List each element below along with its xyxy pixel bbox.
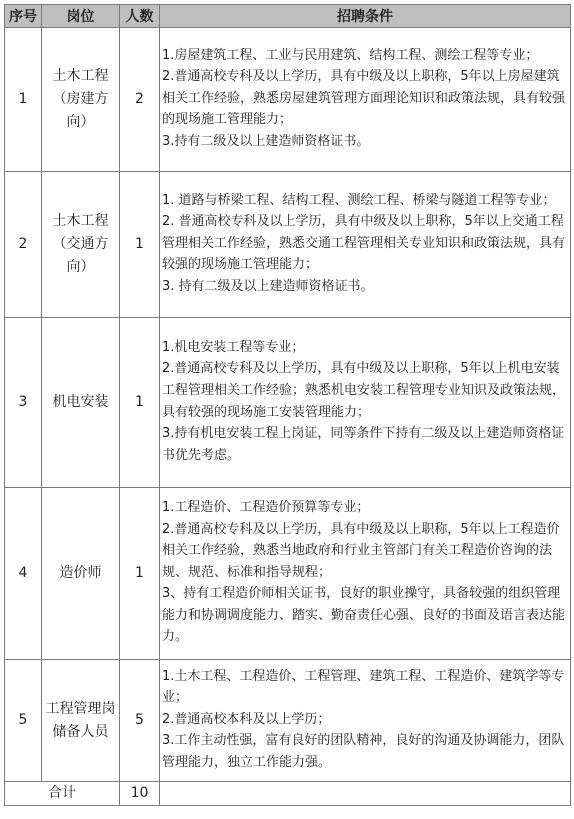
row-no: 4 [5, 488, 42, 660]
total-count: 10 [120, 782, 160, 806]
row-count: 1 [120, 318, 160, 488]
row-requirements [160, 318, 571, 488]
row-position: 土木工程（房建方向） [42, 28, 120, 172]
header-row [5, 5, 571, 28]
requirement-item: 2.普通高校专科及以上学历，具有中级及以上职称，5年以上机电安装工程管理相关工作经验；熟悉机电安装工程管理专业知识及政策法规，具有较强的现场施工安装管理能力； [162, 361, 566, 420]
row-position: 造价师 [42, 488, 120, 660]
row-requirements [160, 488, 571, 660]
header-count: 人数 [120, 5, 160, 28]
total-label: 合计 [5, 782, 120, 806]
row-no: 2 [5, 172, 42, 318]
row-position: 机电安装 [42, 318, 120, 488]
requirement-item: 2. 普通高校专科及以上学历，具有中级及以上职称，5年以上交通工程管理相关工作经验，熟悉交通工程管理相关专业知识和政策法规，具有较强的现场施工管理能力； [162, 214, 566, 273]
header-requirements: 招聘条件 [160, 5, 571, 28]
row-no: 3 [5, 318, 42, 488]
recruitment-table [4, 4, 571, 806]
requirement-item: 1. 道路与桥梁工程、结构工程、测绘工程、桥梁与隧道工程等专业； [162, 192, 556, 208]
row-no: 1 [5, 28, 42, 172]
row-count: 1 [120, 488, 160, 660]
header-no: 序号 [5, 5, 42, 28]
row-requirements [160, 28, 571, 172]
table-row [5, 318, 571, 488]
table-row [5, 172, 571, 318]
requirement-item: 2.普通高校本科及以上学历； [162, 711, 331, 727]
header-position: 岗位 [42, 5, 120, 28]
row-position: 工程管理岗储备人员 [42, 660, 120, 782]
requirement-item: 3、持有工程造价师相关证书，良好的职业操守，具备较强的组织管理能力和协调调度能力、踏实、勤奋责任心强、良好的书面及语言表达能力。 [162, 586, 566, 645]
row-no: 5 [5, 660, 42, 782]
row-position: 土木工程（交通方向） [42, 172, 120, 318]
requirement-item: 3. 持有二级及以上建造师资格证书。 [162, 278, 374, 294]
row-requirements [160, 660, 571, 782]
row-requirements [160, 172, 571, 318]
table-row [5, 28, 571, 172]
requirement-item: 2.普通高校专科及以上学历，具有中级及以上职称，5年以上房屋建筑相关工作经验，熟悉房屋建筑管理方面理论知识和政策法规，具有较强的现场施工管理能力； [162, 69, 566, 128]
row-count: 2 [120, 28, 160, 172]
row-count: 1 [120, 172, 160, 318]
table-row [5, 660, 571, 782]
requirement-item: 1.房屋建筑工程、工业与民用建筑、结构工程、测绘工程等专业； [162, 47, 539, 63]
requirement-item: 3.持有二级及以上建造师资格证书。 [162, 133, 370, 149]
table-row [5, 488, 571, 660]
requirement-item: 3.持有机电安装工程上岗证，同等条件下持有二级及以上建造师资格证书优先考虑。 [162, 426, 565, 463]
requirement-item: 1.工程造价、工程造价预算等专业； [162, 499, 370, 515]
total-row [5, 782, 571, 806]
requirement-item: 1.机电安装工程等专业； [162, 339, 305, 355]
requirement-item: 3.工作主动性强，富有良好的团队精神，良好的沟通及协调能力，团队管理能力，独立工作能力强。 [162, 733, 565, 770]
requirement-item: 1.土木工程、工程造价、工程管理、建筑工程、工程造价、建筑学等专业； [162, 668, 565, 706]
total-requirements [160, 782, 571, 806]
row-count: 5 [120, 660, 160, 782]
requirement-item: 2.普通高校专科及以上学历，具有中级及以上职称，5年以上工程造价相关工作经验，熟悉当地政府和行业主管部门有关工程造价咨询的法规、规范、标准和指导规程； [162, 521, 560, 580]
